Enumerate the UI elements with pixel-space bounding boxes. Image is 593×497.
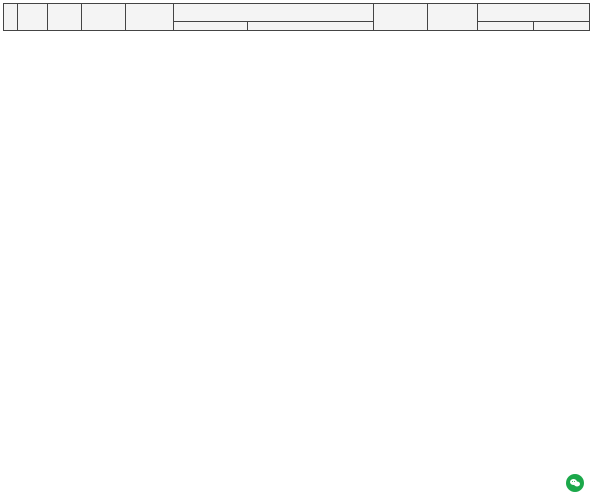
header-area <box>174 4 374 22</box>
header-start <box>374 4 428 31</box>
notes-block <box>3 432 589 448</box>
header-over14 <box>534 22 590 31</box>
header-release <box>428 4 478 31</box>
header-seq <box>4 4 18 31</box>
policy-table-sheet <box>3 3 589 31</box>
header-under14 <box>478 22 534 31</box>
notes-remark-2 <box>3 442 589 447</box>
header-high <box>174 22 248 31</box>
header-measures <box>478 4 590 22</box>
header-city <box>48 4 82 31</box>
watermark <box>566 474 587 492</box>
header-medium <box>248 22 374 31</box>
header-street <box>126 4 174 31</box>
header-province <box>18 4 48 31</box>
header-district <box>82 4 126 31</box>
risk-area-table <box>3 3 590 31</box>
wechat-icon <box>566 474 584 492</box>
